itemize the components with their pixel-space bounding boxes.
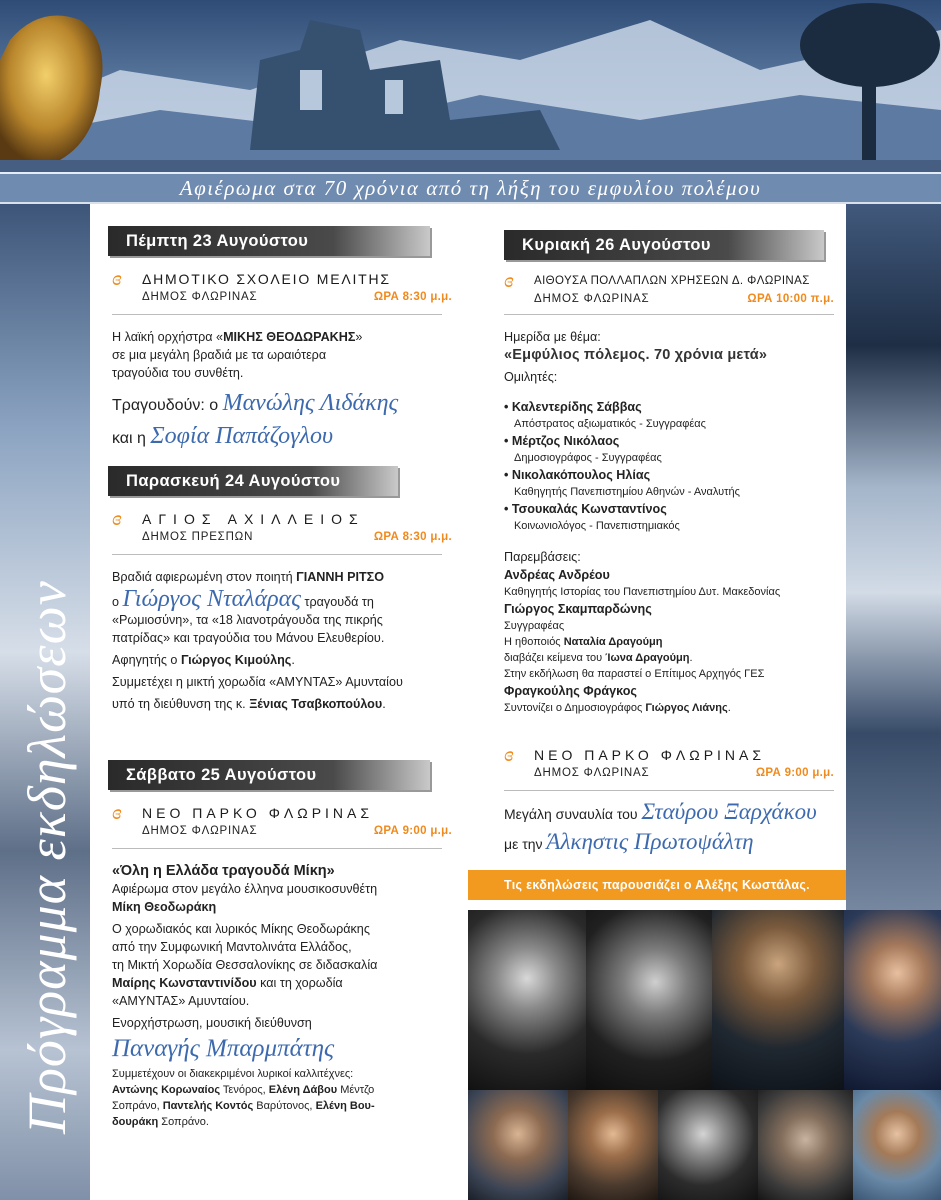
venue-sunday-morning — [504, 270, 834, 305]
venue-name: ΝΕΟ ΠΑΡΚΟ ΦΛΩΡΙΝΑΣ — [142, 804, 374, 821]
artist-photo — [586, 910, 712, 1090]
event-time: ΩΡΑ 8:30 μ.μ. — [373, 531, 452, 543]
speaker-item: • Νικολακόπουλος Ηλίας Καθηγητής Πανεπιστημίου Αθηνών - Αναλυτής — [504, 468, 740, 498]
left-side-panel — [0, 204, 90, 1200]
speakers-list — [504, 398, 834, 534]
thursday-singers: Τραγουδούν: ο Μανώλης Λιδάκης και η Σοφία Παπάζογλου — [112, 390, 399, 449]
presenter-bar: Τις εκδηλώσεις παρουσιάζει ο Αλέξης Κωστάλας. — [468, 870, 846, 900]
landscape-illustration — [0, 0, 941, 172]
artist-photo — [468, 1090, 568, 1200]
saturday-description: «Όλη η Ελλάδα τραγουδά Μίκη» Αφιέρωμα στον μεγάλο έλληνα μουσικοσυνθέτη Μίκη Θεοδωράκη Ο χορωδιακός και λυρικός Μίκης Θεοδωράκης από την Συμφωνική Μαντολινάτα Ελλάδος, τη Μικτή Χορωδία Θεσσαλονίκης σε διδασκαλία Μαίρης Κωνσταντινίδου και τη χορωδία «ΑΜΥΝΤΑΣ» Αμυνταίου. Ενορχήστρωση, μουσική διεύθυνση Παναγής Μπαρμπάτης Συμμετέχουν οι διακεκριμένοι λυρικοί καλλιτέχνες: Αντώνης Κορωναίος Τενόρος, Ελένη Δάβου Μέντζο Σοπράνο, Παντελής Κοντός Βαρύτονος, Ελένη Βου- δουράκη Σοπράνο. — [112, 862, 456, 1130]
thursday-description: Η λαϊκή ορχήστρα «ΜΙΚΗΣ ΘΕΟΔΩΡΑΚΗΣ» σε μια μεγάλη βραδιά με τα ωραιότερα τραγούδια του συνθέτη. — [112, 330, 363, 380]
banner-title: Αφιέρωμα στα 70 χρόνια από τη λήξη του εμφυλίου πολέμου — [179, 175, 762, 200]
venue-name: ΑΙΘΟΥΣΑ ΠΟΛΛΑΠΛΩΝ ΧΡΗΣΕΩΝ Δ. ΦΛΩΡΙΝΑΣ — [534, 274, 810, 287]
speaker-item: • Τσουκαλάς Κωνσταντίνος Κοινωνιολόγος - Πανεπιστημιακός — [504, 502, 680, 532]
friday-description: Βραδιά αφιερωμένη στον ποιητή ΓΙΑΝΝΗ ΡΙΤΣΟ ο Γιώργος Νταλάρας τραγουδά τη «Ρωμιοσύνη», τα «18 λιανοτράγουδα της πικρής πατρίδας» και τραγούδια του Μάνου Ελευθερίου. Αφηγητής ο Γιώργος Κιμούλης. Συμμετέχει η μικτή χορωδία «ΑΜΥΝΤΑΣ» Αμυνταίου υπό τη διεύθυνση της κ. Ξένιας Τσαβκοπούλου. — [112, 570, 403, 711]
singer-name: Σοφία Παπάζογλου — [150, 423, 333, 449]
municipality: ΔΗΜΟΣ ΦΛΩΡΙΝΑΣ — [142, 291, 258, 303]
venue-name: ΑΓΙΟΣ ΑΧΙΛΛΕΙΟΣ — [142, 510, 365, 527]
venue-thursday — [112, 268, 452, 303]
venue-name: ΝΕΟ ΠΑΡΚΟ ΦΛΩΡΙΝΑΣ — [534, 746, 766, 763]
divider — [504, 314, 834, 315]
ornament-icon: ɞ — [112, 506, 122, 530]
event-time: ΩΡΑ 9:00 μ.μ. — [373, 825, 452, 837]
conference-info: Ημερίδα με θέμα: «Εμφύλιος πόλεμος. 70 χρόνια μετά» Ομιλητές: — [504, 330, 768, 384]
divider — [504, 790, 834, 791]
ornament-icon: ɞ — [112, 266, 124, 290]
municipality: ΔΗΜΟΣ ΦΛΩΡΙΝΑΣ — [534, 293, 650, 305]
venue-friday — [112, 508, 452, 543]
ornament-icon: ɞ — [504, 268, 515, 292]
artist-photo — [844, 910, 941, 1090]
day-header-thursday: Πέμπτη 23 Αυγούστου — [108, 226, 430, 256]
artist-photo — [853, 1090, 941, 1200]
ornament-icon: ɞ — [112, 800, 122, 824]
venue-saturday — [112, 802, 452, 837]
municipality: ΔΗΜΟΣ ΦΛΩΡΙΝΑΣ — [534, 767, 650, 779]
venue-name: ΔΗΜΟΤΙΚΟ ΣΧΟΛΕΙΟ ΜΕΛΙΤΗΣ — [142, 270, 391, 287]
artists-photo-collage — [468, 910, 941, 1200]
interventions: Παρεμβάσεις: Ανδρέας Ανδρέου Καθηγητής Ιστορίας του Πανεπιστημίου Δυτ. Μακεδονίας Γιώργος Σκαμπαρδώνης Συγγραφέας Η ηθοποιός Ναταλία Δραγούμη διαβάζει κείμενα του Ίωνα Δραγούμη. Στην εκδήλωση θα παραστεί ο Επίτιμος Αρχηγός ΓΕΣ Φραγκούλης Φράγκος Συντονίζει ο Δημοσιογράφος Γιώργος Λιάνης. — [504, 550, 781, 714]
municipality: ΔΗΜΟΣ ΦΛΩΡΙΝΑΣ — [142, 825, 258, 837]
artist-photo — [712, 910, 844, 1090]
day-header-sunday: Κυριακή 26 Αυγούστου — [504, 230, 824, 260]
artist-photo — [568, 1090, 658, 1200]
dedication-banner — [0, 172, 941, 204]
ornament-icon: ɞ — [504, 742, 514, 766]
program-title: Πρόγραμμα εκδηλώσεων — [17, 580, 77, 1134]
event-time: ΩΡΑ 8:30 μ.μ. — [373, 291, 452, 303]
speaker-item: • Μέρτζος Νικόλαος Δημοσιογράφος - Συγγραφέας — [504, 434, 662, 464]
day-header-friday: Παρασκευή 24 Αυγούστου — [108, 466, 398, 496]
singer-name: Μανώλης Λιδάκης — [222, 390, 399, 416]
conductor-name: Παναγής Μπαρμπάτης — [112, 1035, 335, 1062]
artist-photo — [658, 1090, 758, 1200]
divider — [112, 314, 442, 315]
divider — [112, 848, 442, 849]
venue-sunday-evening — [504, 744, 834, 779]
header-landscape-image — [0, 0, 941, 172]
divider — [112, 554, 442, 555]
artist-photo — [468, 910, 586, 1090]
right-side-panel — [846, 204, 941, 910]
event-time: ΩΡΑ 9:00 μ.μ. — [755, 767, 834, 779]
right-program-column — [468, 204, 846, 910]
artist-photo — [758, 1090, 853, 1200]
left-program-column — [90, 204, 468, 1200]
speaker-item: • Καλεντερίδης Σάββας Απόστρατος αξιωματικός - Συγγραφέας — [504, 400, 706, 430]
event-time: ΩΡΑ 10:00 π.μ. — [747, 293, 834, 305]
concert-info: Μεγάλη συναυλία του Σταύρου Ξαρχάκου με την Άλκηστις Πρωτοψάλτη — [504, 799, 817, 854]
municipality: ΔΗΜΟΣ ΠΡΕΣΠΩΝ — [142, 531, 254, 543]
day-header-saturday: Σάββατο 25 Αυγούστου — [108, 760, 430, 790]
